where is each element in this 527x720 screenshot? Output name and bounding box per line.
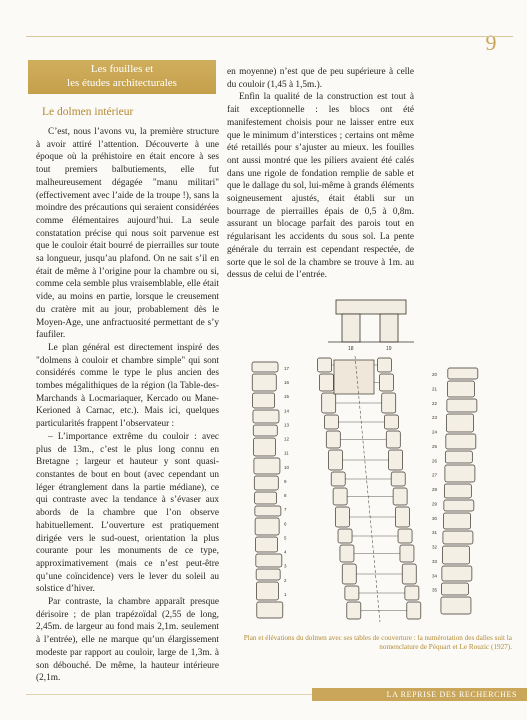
wall-number-label: 15	[284, 394, 290, 400]
corridor-stone	[331, 472, 345, 486]
figure-caption: Plan et élévations du dolmen avec ses tables de couverture : la numérotation des dalles suit la nomenclature de Péquart et Le Rouzic (1927).	[243, 634, 512, 651]
wall-stone	[252, 374, 276, 391]
section-banner-line-2: les études architecturales	[67, 77, 177, 89]
corridor-stone	[405, 586, 419, 600]
corridor-stone	[326, 431, 340, 448]
wall-number-label: 16	[284, 380, 290, 386]
wall-stone	[253, 425, 277, 436]
axis-line	[355, 356, 380, 622]
wall-number-label: 27	[432, 472, 438, 478]
right-wall-numbers	[432, 372, 438, 593]
wall-stone	[445, 465, 475, 482]
wall-number-label: 33	[432, 558, 438, 564]
corridor-plan	[318, 356, 421, 622]
corridor-stone	[389, 450, 403, 470]
wall-number-label: 34	[432, 573, 438, 579]
wall-stone	[444, 484, 471, 498]
paragraph: C’est, nous l’avons vu, la première structure à avoir attiré l’attention. Découverte à une époque où la préhistoire en était encore à ses tout premiers balbutiements, elle fut malheureusement dégagée "manu militari" (effectivement avec l’aide de la troupe !), sans la moindre des précautions qui seraient considérées comme élémentaires aujourd’hui. La seule constatation précise qui nous soit parvenue est que le couloir était bourré de pierrailles sur toute sa longueur, jusqu’au plafond. On ne sait s’il en était de même à l’origine pour la chambre ou si, comme cela semble plus vraisemblable, elle était vide, au moins en partie, lorsque le creusement du cratère mit au jour, probablement dès le Moyen-Age, une anfractuosité permettant de s’y faufiler.	[36, 127, 219, 341]
wall-stone	[441, 597, 471, 614]
paragraph-continuation: en moyenne) n’est que de peu supérieure à celle du couloir (1,45 à 1,5m.).	[227, 67, 414, 90]
wall-number-label: 31	[432, 530, 438, 536]
corridor-stone	[378, 358, 392, 372]
corridor-stone	[407, 602, 421, 619]
wall-number-label: 30	[432, 515, 438, 521]
corridor-stone	[382, 393, 396, 413]
corridor-stone	[324, 415, 338, 429]
wall-stone	[447, 381, 474, 397]
corridor-stone	[342, 564, 356, 584]
wall-stone	[448, 368, 478, 379]
section-label: 19	[386, 346, 392, 352]
wall-number-label: 22	[432, 400, 438, 406]
wall-stone	[446, 414, 473, 432]
top-rule	[26, 36, 513, 37]
wall-number-label: 28	[432, 487, 438, 492]
paragraph: Par contraste, la chambre apparaît presque dérisoire ; de plan trapézoïdal (2,55 de long, 2,45m. de largeur au fond mais 2,1m. seulement à l’entrée), elle ne marque qu’un élargissement modeste par rapport au couloir, large de 1,3m. à son débouché. De même, la hauteur intérieure (2,1m.	[36, 597, 219, 684]
section-label: 18	[348, 346, 354, 352]
wall-number-label: 20	[432, 372, 438, 377]
wall-stone	[254, 476, 278, 490]
wall-number-label: 6	[284, 521, 287, 527]
corridor-stone	[386, 431, 400, 448]
corridor-stone	[402, 564, 416, 584]
wall-stone	[256, 582, 278, 600]
wall-stone	[253, 393, 275, 408]
wall-number-label: 3	[284, 563, 287, 569]
wall-stone	[255, 492, 277, 504]
corridor-stone	[395, 507, 409, 527]
left-column	[36, 126, 219, 685]
wall-number-label: 7	[284, 507, 287, 513]
corridor-stone	[340, 545, 354, 562]
corridor-stone	[329, 450, 343, 470]
corridor-stone	[400, 545, 414, 562]
wall-number-label: 25	[432, 443, 438, 449]
wall-number-label: 1	[284, 591, 287, 597]
corridor-stone	[379, 374, 393, 391]
wall-stone	[443, 513, 470, 529]
footer-line	[26, 694, 312, 695]
wall-number-label: 5	[284, 535, 287, 541]
corridor-stone	[391, 472, 405, 486]
dolmen-plan-figure	[232, 292, 512, 632]
wall-number-label: 2	[284, 577, 287, 583]
wall-stone	[255, 506, 281, 516]
corridor-stone	[384, 415, 398, 429]
wall-stone	[441, 583, 468, 595]
corridor-stone	[335, 507, 349, 527]
wall-number-label: 4	[284, 549, 287, 555]
upright-stone	[342, 314, 360, 342]
corridor-stone	[333, 488, 347, 505]
corridor-stone	[322, 393, 336, 413]
corridor-stone	[345, 586, 359, 600]
wall-stone	[447, 399, 477, 412]
paragraph: Enfin la qualité de la construction est tout à fait exceptionnelle : les blocs ont été manifestement choisis pour ne laisser entre eux que le minimum d’interstices ; certains ont même été retaillés pour s’ajuster au mieux. les fouilles ont aussi montré que les piliers avaient été calés dans une rigole de fondation remplie de sable et que le dallage du sol, lui-même à grands éléments soigneusement ajustés, était établi sur un bourrage de pierrailles épais de 0,5 à 0,8m. assurant un blocage parfait des parois tout en régularisant les accidents du sous sol. La pente générale du terrain est cependant respectée, de sorte que le sol de la chambre se trouve à 1m. au dessus de celui de l’entrée.	[227, 92, 414, 281]
wall-number-label: 8	[284, 493, 287, 499]
subheading: Le dolmen intérieur	[42, 106, 134, 118]
capstone	[336, 300, 406, 314]
wall-stone	[257, 602, 283, 618]
section-banner-line-1: Les fouilles et	[90, 63, 154, 75]
wall-number-label: 32	[432, 544, 438, 550]
wall-number-label: 17	[284, 366, 290, 371]
wall-number-label: 14	[284, 408, 290, 414]
left-wall-elevation	[252, 362, 283, 618]
footer-section-title: LA REPRISE DES RECHERCHES	[312, 688, 527, 701]
wall-stone	[256, 554, 282, 567]
paragraph: – L’importance extrême du couloir : avec plus de 13m., c’est le plus long connu en Bretagne ; largeur et hauteur y sont quasi-constantes de bout en bout (avec cependant un léger étranglement dans la partie médiane), ce qui contraste avec la tendance à s’évaser aux abords de la chambre que l’on observe habituellement. L’ouverture est pratiquement dirigée vers le sud-ouest, orientation la plus courante pour les monuments de ce type, approximativement (mais ce n’est peut-être qu’une coïncidence) vers le lever du soleil au solstice d’hiver.	[36, 431, 219, 595]
section-banner	[28, 60, 216, 94]
right-column	[227, 66, 414, 282]
upright-stone	[380, 314, 398, 342]
left-wall-numbers	[284, 366, 290, 597]
wall-stone	[254, 438, 276, 456]
wall-number-label: 24	[432, 429, 438, 435]
wall-number-label: 9	[284, 478, 287, 484]
wall-number-label: 29	[432, 501, 438, 507]
page-number: 9	[485, 30, 497, 55]
wall-stone	[253, 410, 279, 423]
corridor-stone	[318, 358, 332, 372]
wall-number-label: 35	[432, 587, 438, 593]
wall-stone	[256, 569, 280, 580]
corridor-stone	[398, 529, 412, 543]
chamber-cross-section	[328, 300, 414, 342]
corridor-stone	[393, 488, 407, 505]
chamber-capstone	[334, 360, 374, 394]
corridor-stone	[347, 602, 361, 619]
wall-stone	[254, 458, 280, 474]
wall-number-label: 11	[284, 450, 289, 456]
wall-stone	[442, 546, 469, 564]
wall-number-label: 21	[432, 386, 438, 392]
wall-stone	[445, 451, 472, 463]
wall-stone	[442, 566, 472, 581]
dolmen-plan-drawing	[232, 292, 512, 632]
wall-number-label: 23	[432, 415, 438, 421]
corridor-stone	[338, 529, 352, 543]
wall-stone	[444, 500, 474, 511]
wall-stone	[443, 531, 473, 544]
wall-stone	[256, 537, 278, 552]
wall-number-label: 10	[284, 464, 290, 470]
corridor-stone	[319, 374, 333, 391]
wall-number-label: 13	[284, 422, 290, 428]
wall-stone	[255, 518, 279, 535]
wall-number-label: 12	[284, 436, 290, 442]
wall-number-label: 26	[432, 458, 438, 464]
wall-stone	[446, 434, 476, 449]
paragraph: Le plan général est directement inspiré des "dolmens à couloir et chambre simple" qui sont considérés comme le type le plus ancien des tombes mégalithiques de la région (la Table-des-Marchands à Locmariaquer, Kercado ou Mane-Kerioned à Carnac, etc.). Mais ici, quelques particularités frappent l’observateur :	[36, 342, 219, 430]
wall-stone	[252, 362, 278, 372]
right-wall-elevation	[441, 368, 478, 614]
